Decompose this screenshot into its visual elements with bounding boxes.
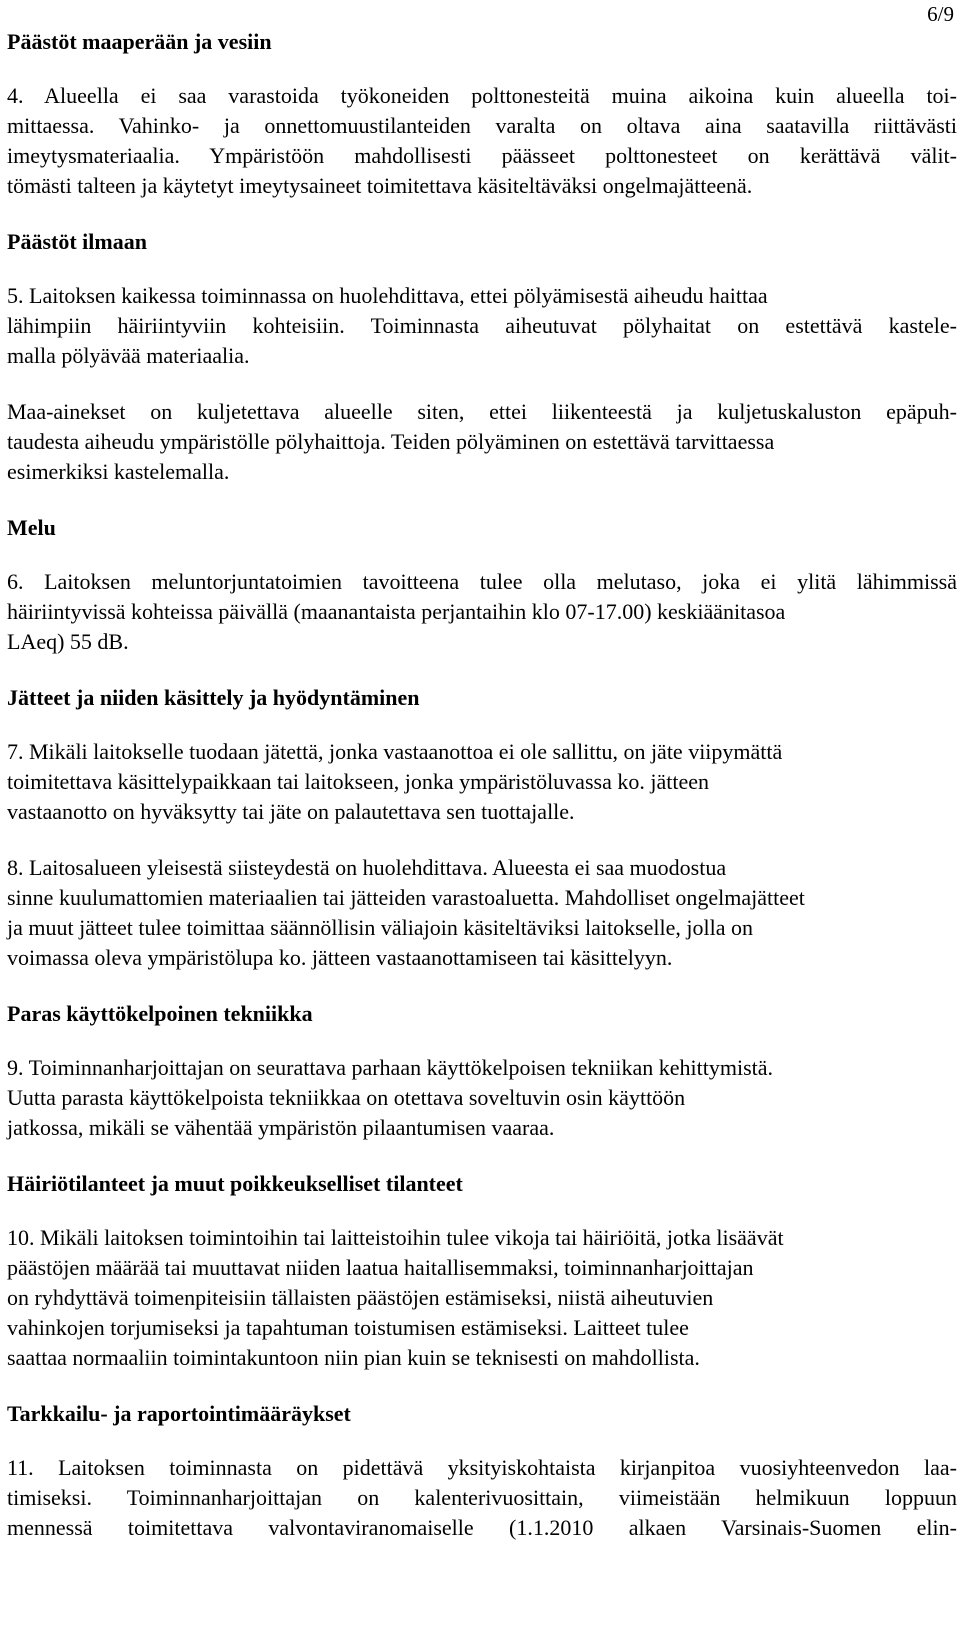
paragraph-8: [7, 853, 957, 973]
paragraph-5b: [7, 397, 957, 487]
paragraph-7: [7, 737, 957, 827]
paragraph-line: voimassa oleva ympäristölupa ko. jätteen vastaanottamiseen tai käsittelyyn.: [7, 945, 673, 970]
paragraph-line: ja muut jätteet tulee toimittaa säännöllisin väliajoin käsiteltäviksi laitokselle, jolla on: [7, 915, 753, 940]
paragraph-line: 4. Alueella ei saa varastoida työkoneiden polttonesteitä muina aikoina kuin alueella toi-: [7, 83, 957, 108]
paragraph-line: 5. Laitoksen kaikessa toiminnassa on huolehdittava, ettei pölyämisestä aiheudu haittaa: [7, 283, 768, 308]
paragraph-line: saattaa normaaliin toimintakuntoon niin pian kuin se teknisesti on mahdollista.: [7, 1345, 700, 1370]
paragraph-line: tömästi talteen ja käytetyt imeytysaineet toimitettava käsiteltäväksi ongelmajätteenä.: [7, 173, 753, 198]
heading-best-available-technique: Paras käyttökelpoinen tekniikka: [7, 1001, 313, 1026]
paragraph-line: 10. Mikäli laitoksen toimintoihin tai laitteistoihin tulee vikoja tai häiriöitä, jotka lisäävät: [7, 1225, 784, 1250]
paragraph-line: mittaessa. Vahinko- ja onnettomuustilanteiden varalta on oltava aina saatavilla riittävästi: [7, 113, 957, 138]
paragraph-line: on ryhdyttävä toimenpiteisiin tällaisten päästöjen estämiseksi, niistä aiheutuvien: [7, 1285, 714, 1310]
paragraph-9: [7, 1053, 957, 1143]
paragraph-line: LAeq) 55 dB.: [7, 629, 129, 654]
paragraph-line: vastaanotto on hyväksytty tai jäte on palautettava sen tuottajalle.: [7, 799, 575, 824]
heading-soil-water-emissions: Päästöt maaperään ja vesiin: [7, 29, 272, 54]
heading-waste-handling: Jätteet ja niiden käsittely ja hyödyntäminen: [7, 685, 420, 710]
paragraph-line: 8. Laitosalueen yleisestä siisteydestä on huolehdittava. Alueesta ei saa muodostua: [7, 855, 727, 880]
paragraph-line: timiseksi. Toiminnanharjoittajan on kalenterivuosittain, viimeistään helmikuun loppuun: [7, 1485, 957, 1510]
paragraph-line: esimerkiksi kastelemalla.: [7, 459, 230, 484]
heading-disturbance-situations: Häiriötilanteet ja muut poikkeukselliset tilanteet: [7, 1171, 463, 1196]
paragraph-line: Uutta parasta käyttökelpoista tekniikkaa on otettava soveltuvin osin käyttöön: [7, 1085, 686, 1110]
paragraph-line: jatkossa, mikäli se vähentää ympäristön pilaantumisen vaaraa.: [7, 1115, 555, 1140]
paragraph-line: päästöjen määrää tai muuttavat niiden laatua haitallisemmaksi, toiminnanharjoittajan: [7, 1255, 754, 1280]
heading-noise: Melu: [7, 515, 56, 540]
paragraph-line: Maa-ainekset on kuljetettava alueelle siten, ettei liikenteestä ja kuljetuskaluston epäpuh-: [7, 399, 957, 424]
paragraph-line: 7. Mikäli laitokselle tuodaan jätettä, jonka vastaanottoa ei ole sallittu, on jäte viipymättä: [7, 739, 783, 764]
paragraph-4: [7, 81, 957, 201]
page-number: 6/9: [927, 2, 954, 26]
paragraph-line: imeytysmateriaalia. Ympäristöön mahdollisesti päässeet polttonesteet on kerättävä välit-: [7, 143, 957, 168]
paragraph-line: 9. Toiminnanharjoittajan on seurattava parhaan käyttökelpoisen tekniikan kehittymistä.: [7, 1055, 774, 1080]
document-body: [7, 27, 957, 1543]
heading-air-emissions: Päästöt ilmaan: [7, 229, 147, 254]
paragraph-line: taudesta aiheudu ympäristölle pölyhaittoja. Teiden pölyäminen on estettävä tarvittaessa: [7, 429, 775, 454]
paragraph-line: malla pölyävää materiaalia.: [7, 343, 250, 368]
paragraph-line: häiriintyvissä kohteissa päivällä (maanantaista perjantaihin klo 07-17.00) keskiäänitasoa: [7, 599, 786, 624]
paragraph-line: vahinkojen torjumiseksi ja tapahtuman toistumisen estämiseksi. Laitteet tulee: [7, 1315, 689, 1340]
paragraph-6: [7, 567, 957, 657]
heading-monitoring-reporting: Tarkkailu- ja raportointimääräykset: [7, 1401, 351, 1426]
paragraph-5: [7, 281, 957, 371]
paragraph-line: 11. Laitoksen toiminnasta on pidettävä yksityiskohtaista kirjanpitoa vuosiyhteenvedon laa-: [7, 1455, 957, 1480]
paragraph-line: lähimpiin häiriintyviin kohteisiin. Toiminnasta aiheutuvat pölyhaitat on estettävä kastele-: [7, 313, 957, 338]
paragraph-10: [7, 1223, 957, 1373]
paragraph-11: [7, 1453, 957, 1543]
paragraph-line: sinne kuulumattomien materiaalien tai jätteiden varastoaluetta. Mahdolliset ongelmajätteet: [7, 885, 805, 910]
paragraph-line: 6. Laitoksen meluntorjuntatoimien tavoitteena tulee olla melutaso, joka ei ylitä lähimmissä: [7, 569, 957, 594]
paragraph-line: toimitettava käsittelypaikkaan tai laitokseen, jonka ympäristöluvassa ko. jätteen: [7, 769, 709, 794]
paragraph-line: mennessä toimitettava valvontaviranomaiselle (1.1.2010 alkaen Varsinais-Suomen elin-: [7, 1515, 957, 1540]
